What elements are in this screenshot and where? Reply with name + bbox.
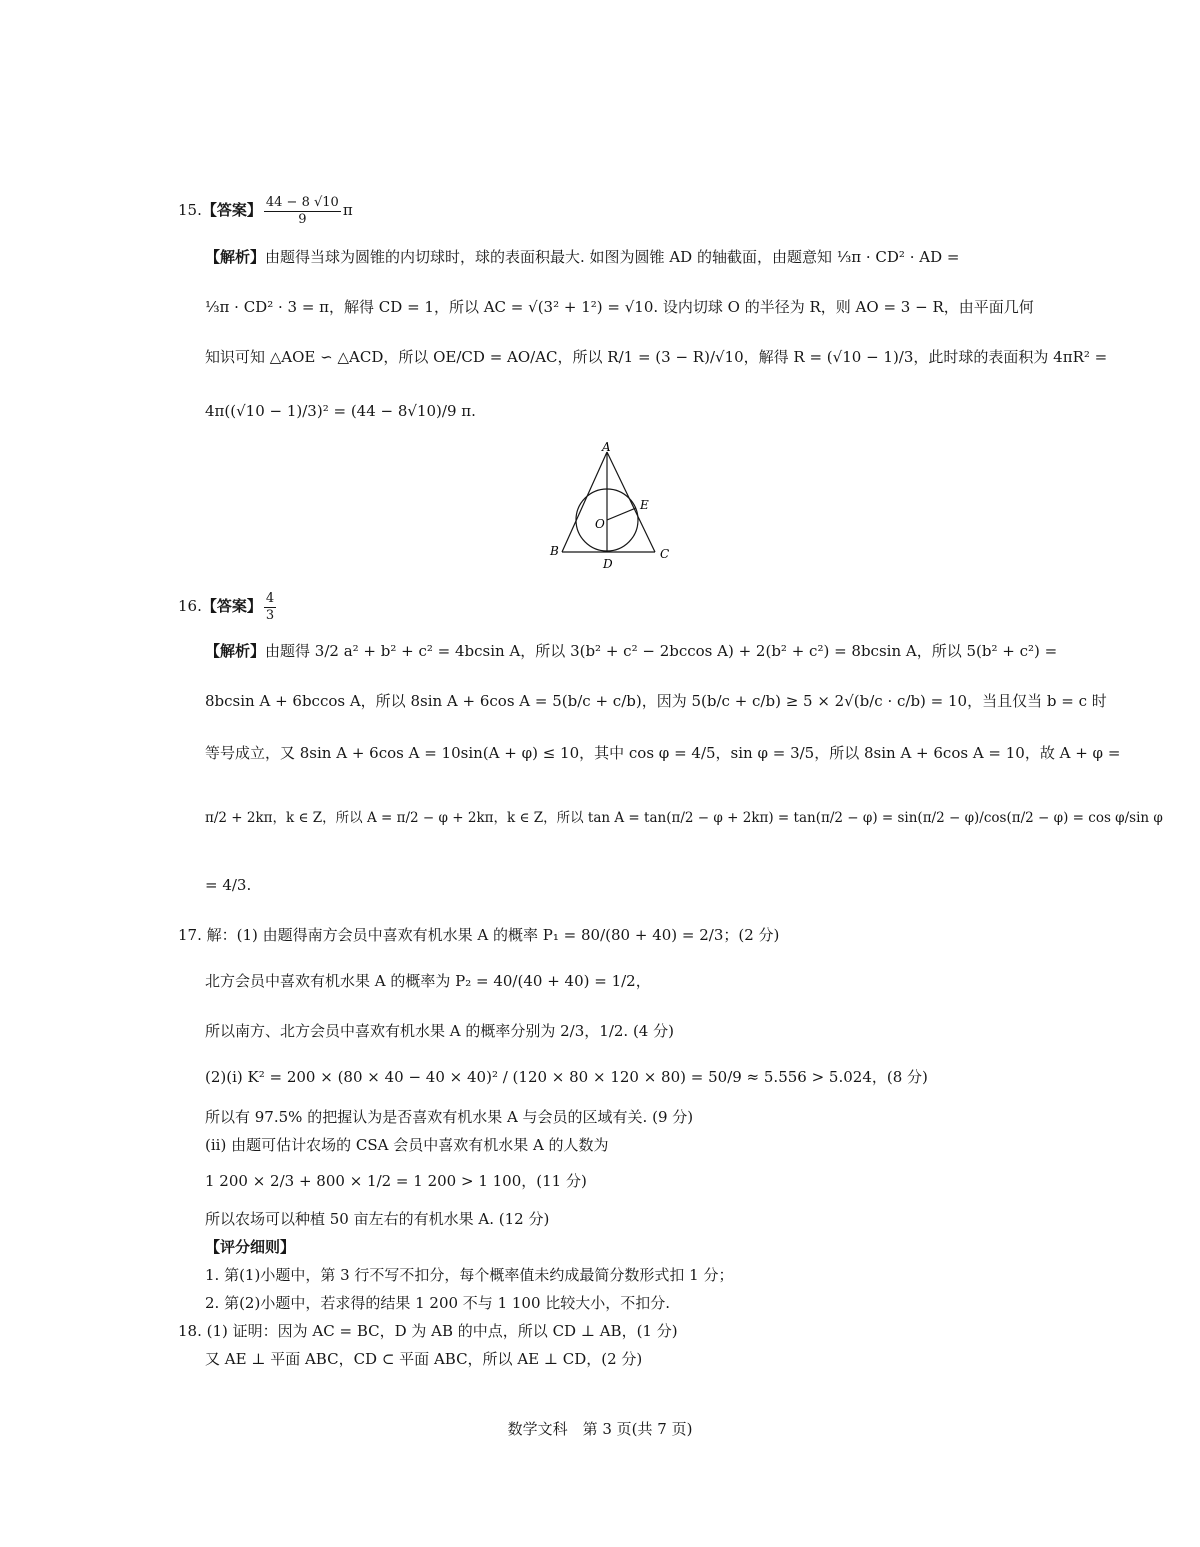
q15-analysis-text-1: 由题得当球为圆锥的内切球时，球的表面积最大. 如图为圆锥 AD 的轴截面，由题意知 ⅓π · CD² · AD = — [265, 248, 960, 266]
figure-label-e: E — [640, 498, 649, 512]
q15-analysis-line-4 — [205, 402, 476, 420]
q16-analysis-line-5 — [205, 876, 251, 894]
cone-cross-section-diagram — [545, 442, 675, 574]
q15-analysis-text-2: ⅓π · CD² · 3 = π，解得 CD = 1，所以 AC = √(3² + 1²) = √10. 设内切球 O 的半径为 R，则 AO = 3 − R，由平面几何 — [205, 298, 1034, 316]
q16-analysis-text-3: 等号成立，又 8sin A + 6cos A = 10sin(A + φ) ≤ 10，其中 cos φ = 4/5，sin φ = 3/5，所以 8sin A + 6cos A = 10，故 A + φ = — [205, 744, 1121, 762]
q17-line-6 — [205, 1136, 609, 1154]
q15-answer-tail: π — [342, 201, 353, 220]
q17-text-7: 1 200 × 2/3 + 800 × 1/2 = 1 200 > 1 100，(11 分) — [205, 1172, 587, 1190]
q18-line-2 — [205, 1350, 642, 1368]
q15-answer-denominator: 9 — [298, 211, 307, 227]
q18-number: 18. — [178, 1322, 202, 1340]
q17-line-5 — [205, 1108, 693, 1126]
q17-number: 17. — [178, 926, 202, 944]
q17-rule-text-1: 1. 第(1)小题中，第 3 行不写不扣分，每个概率值未约成最简分数形式扣 1 分； — [205, 1266, 734, 1284]
q17-text-8: 所以农场可以种植 50 亩左右的有机水果 A. (12 分) — [205, 1210, 550, 1228]
q16-analysis-text-4: π/2 + 2kπ，k ∈ Z，所以 A = π/2 − φ + 2kπ，k ∈ Z，所以 tan A = tan(π/2 − φ + 2kπ) = tan(π/2 − φ) = sin(π/2 − φ)/cos(π/2 − φ) = cos φ/sin φ — [205, 810, 1163, 826]
q17-text-1: 解：(1) 由题得南方会员中喜欢有机水果 A 的概率 P₁ = 80/(80 + 40) = 2/3；(2 分) — [206, 926, 780, 944]
q17-line-3 — [205, 1022, 674, 1040]
q16-answer-label: 【答案】 — [201, 597, 262, 616]
q18-text-1: (1) 证明：因为 AC = BC，D 为 AB 的中点，所以 CD ⊥ AB，(1 分) — [206, 1322, 678, 1340]
q15-answer-numerator: 44 − 8 √10 — [265, 195, 339, 210]
q17-text-6: (ii) 由题可估计农场的 CSA 会员中喜欢有机水果 A 的人数为 — [205, 1136, 609, 1154]
q17-line-7 — [205, 1172, 587, 1190]
q16-analysis-text-1: 由题得 3/2 a² + b² + c² = 4bcsin A，所以 3(b² + c² − 2bccos A) + 2(b² + c²) = 8bcsin A，所以 5(b² + c²) = — [265, 642, 1058, 660]
q15-analysis-label: 【解析】 — [205, 248, 266, 266]
page-footer: 数学文科 第 3 页(共 7 页) — [507, 1420, 693, 1438]
q16-answer-numerator: 4 — [265, 591, 275, 606]
q16-answer-line — [178, 592, 278, 622]
q17-rule-text-2: 2. 第(2)小题中，若求得的结果 1 200 不与 1 100 比较大小，不扣分. — [205, 1294, 671, 1312]
q16-number: 16. — [178, 597, 202, 616]
q17-scoring-rules-label: 【评分细则】 — [205, 1238, 296, 1256]
figure-label-a: A — [602, 442, 611, 454]
q16-analysis-line-3 — [205, 744, 1120, 762]
figure-label-c: C — [660, 547, 670, 561]
q17-text-4: (2)(i) K² = 200 × (80 × 40 − 40 × 40)² / (120 × 80 × 120 × 80) = 50/9 ≈ 5.556 > 5.024，(8 分) — [205, 1068, 928, 1086]
q16-analysis-text-2: 8bcsin A + 6bccos A，所以 8sin A + 6cos A = 5(b/c + c/b)，因为 5(b/c + c/b) ≥ 5 × 2√(b/c · c/b) = 10，当且仅当 b = c 时 — [205, 692, 1107, 710]
q18-text-2: 又 AE ⊥ 平面 ABC，CD ⊂ 平面 ABC，所以 AE ⊥ CD，(2 分) — [205, 1350, 643, 1368]
q15-number: 15. — [178, 201, 202, 220]
q17-line-1 — [178, 926, 779, 944]
q15-analysis-line-2 — [205, 298, 1034, 316]
q17-text-3: 所以南方、北方会员中喜欢有机水果 A 的概率分别为 2/3，1/2. (4 分) — [205, 1022, 674, 1040]
q16-analysis-line-4 — [205, 810, 1163, 826]
q17-scoring-rule-2 — [205, 1294, 670, 1312]
figure-label-b: B — [550, 544, 559, 558]
q15-answer-fraction — [264, 196, 341, 226]
q15-analysis-text-4: 4π((√10 − 1)/3)² = (44 − 8√10)/9 π. — [205, 402, 476, 420]
figure-label-o: O — [595, 517, 605, 531]
q17-line-4 — [205, 1068, 928, 1086]
q15-analysis-text-3: 知识可知 △AOE ∽ △ACD，所以 OE/CD = AO/AC，所以 R/1 = (3 − R)/√10，解得 R = (√10 − 1)/3，此时球的表面积为 4πR² = — [205, 348, 1108, 366]
q15-analysis-line-3 — [205, 348, 1107, 366]
q16-analysis-text-5: = 4/3. — [205, 876, 252, 894]
q17-scoring-rule-1 — [205, 1266, 734, 1284]
q16-analysis-line-2 — [205, 692, 1107, 710]
q18-line-1 — [178, 1322, 678, 1340]
q16-answer-fraction — [264, 592, 276, 622]
q16-answer-denominator: 3 — [265, 607, 275, 623]
q15-answer-label: 【答案】 — [201, 201, 262, 220]
q17-text-5: 所以有 97.5% 的把握认为是否喜欢有机水果 A 与会员的区域有关. (9 分) — [205, 1108, 694, 1126]
figure-label-d: D — [603, 557, 613, 571]
q17-text-2: 北方会员中喜欢有机水果 A 的概率为 P₂ = 40/(40 + 40) = 1/2， — [205, 972, 651, 990]
q17-line-2 — [205, 972, 651, 990]
q16-analysis-label: 【解析】 — [205, 642, 266, 660]
q15-analysis-line-1 — [205, 248, 959, 266]
q17-line-8 — [205, 1210, 549, 1228]
q16-analysis-line-1 — [205, 642, 1057, 660]
q15-answer-line — [178, 196, 353, 226]
